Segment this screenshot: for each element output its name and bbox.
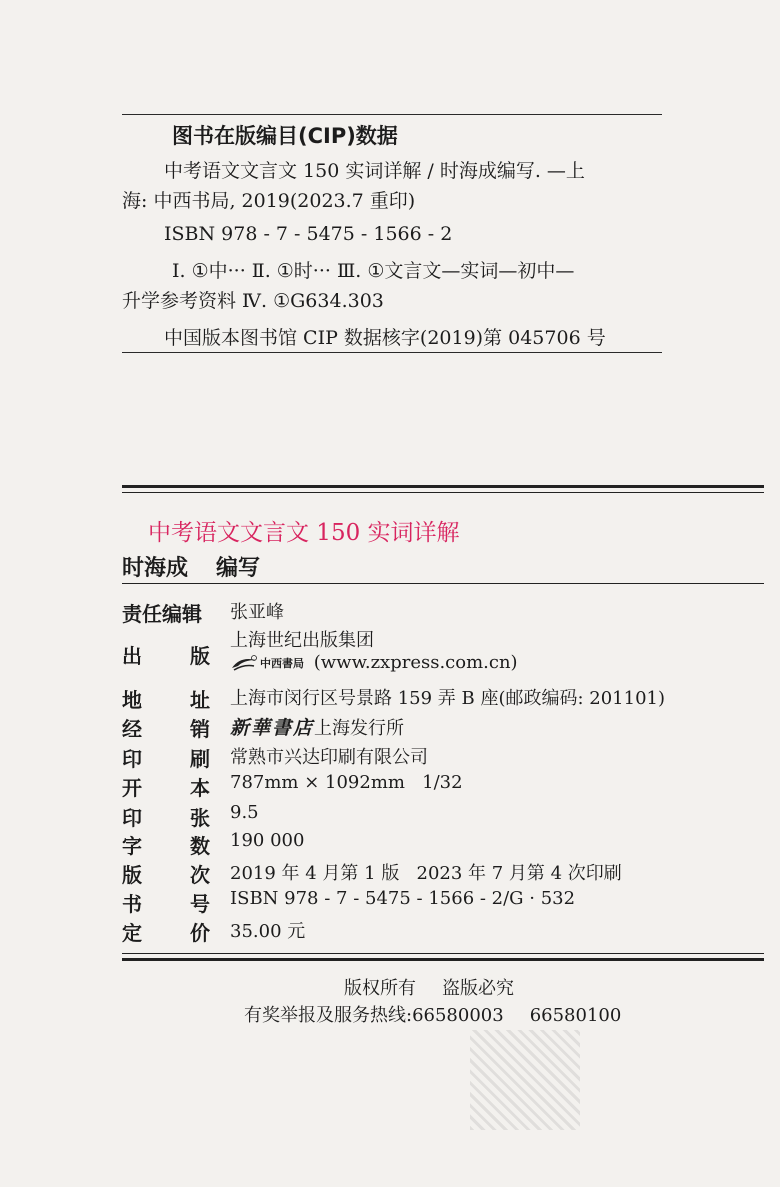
author-name: 时海成 xyxy=(122,555,189,581)
price-value: 35.00 元 xyxy=(230,921,306,942)
publisher-value: 上海世纪出版集团 xyxy=(230,630,374,651)
colophon-bottom-thin-rule xyxy=(122,953,764,954)
address-value: 上海市闵行区号景路 159 弄 B 座(邮政编码: 201101) xyxy=(230,688,666,709)
cip-line-2: 海: 中西书局, 2019(2023.7 重印) xyxy=(122,190,416,212)
piracy-warning: 盗版必究 xyxy=(442,978,514,999)
cip-top-rule xyxy=(122,114,662,115)
cip-bottom-rule xyxy=(122,352,662,353)
hotline-phone-2: 66580100 xyxy=(529,1005,622,1026)
author-line xyxy=(122,551,260,582)
cip-classification-line: Ⅰ. ①中··· Ⅱ. ①时··· Ⅲ. ①文言文—实词—初中— xyxy=(172,260,575,282)
hotline-phone-1: 66580003 xyxy=(412,1005,504,1026)
colophon-top-thick-rule xyxy=(122,485,764,488)
edition-value: 2019 年 4 月第 1 版 2023 年 7 月第 4 次印刷 xyxy=(230,863,622,884)
printer-label: 印 刷 xyxy=(122,747,210,771)
publisher-imprint xyxy=(230,652,518,673)
show-through-qr-code xyxy=(470,1030,580,1130)
cip-line-1: 中考语文文言文 150 实词详解 / 时海成编写. —上 xyxy=(164,160,585,182)
edition-label: 版 次 xyxy=(122,863,210,887)
editor-value: 张亚峰 xyxy=(230,602,284,623)
publisher-website: (www.zxpress.com.cn) xyxy=(313,652,518,673)
hotline-line xyxy=(244,1001,621,1027)
xinhua-bookstore-logo: 新華書店 xyxy=(230,717,315,739)
sheets-label: 印 张 xyxy=(122,806,210,830)
book-title: 中考语文文言文 150 实词详解 xyxy=(148,520,460,546)
printer-value: 常熟市兴达印刷有限公司 xyxy=(230,747,428,768)
zhongxi-press-logo-icon xyxy=(230,654,304,672)
isbn-label: 书 号 xyxy=(122,892,210,916)
distributor-value xyxy=(230,713,404,740)
cip-title: 图书在版编目(CIP)数据 xyxy=(172,124,398,148)
publisher-label: 出 版 xyxy=(122,644,210,668)
format-label: 开 本 xyxy=(122,776,210,800)
distributor-label: 经 销 xyxy=(122,717,210,741)
cip-isbn-line: ISBN 978 - 7 - 5475 - 1566 - 2 xyxy=(164,223,453,245)
distributor-branch: 上海发行所 xyxy=(314,718,405,739)
format-value: 787mm × 1092mm 1/32 xyxy=(230,772,463,793)
hotline-label: 有奖举报及服务热线: xyxy=(244,1005,413,1026)
isbn-value: ISBN 978 - 7 - 5475 - 1566 - 2/G · 532 xyxy=(230,888,576,909)
editor-label: 责任编辑 xyxy=(122,602,202,626)
sheets-value: 9.5 xyxy=(230,802,259,823)
colophon-top-thin-rule xyxy=(122,492,764,493)
address-label: 地 址 xyxy=(122,688,210,712)
author-role: 编写 xyxy=(216,555,261,581)
words-value: 190 000 xyxy=(230,830,305,851)
author-rule xyxy=(122,583,764,584)
price-label: 定 价 xyxy=(122,921,210,945)
colophon-bottom-thick-rule xyxy=(122,958,764,961)
words-label: 字 数 xyxy=(122,834,210,858)
rights-reserved: 版权所有 xyxy=(344,978,416,999)
publisher-imprint-name: 中西書局 xyxy=(260,657,304,670)
cip-classification-line-2: 升学参考资料 Ⅳ. ①G634.303 xyxy=(122,290,384,312)
rights-line xyxy=(344,974,514,1000)
cip-record-line: 中国版本图书馆 CIP 数据核字(2019)第 045706 号 xyxy=(164,327,606,349)
